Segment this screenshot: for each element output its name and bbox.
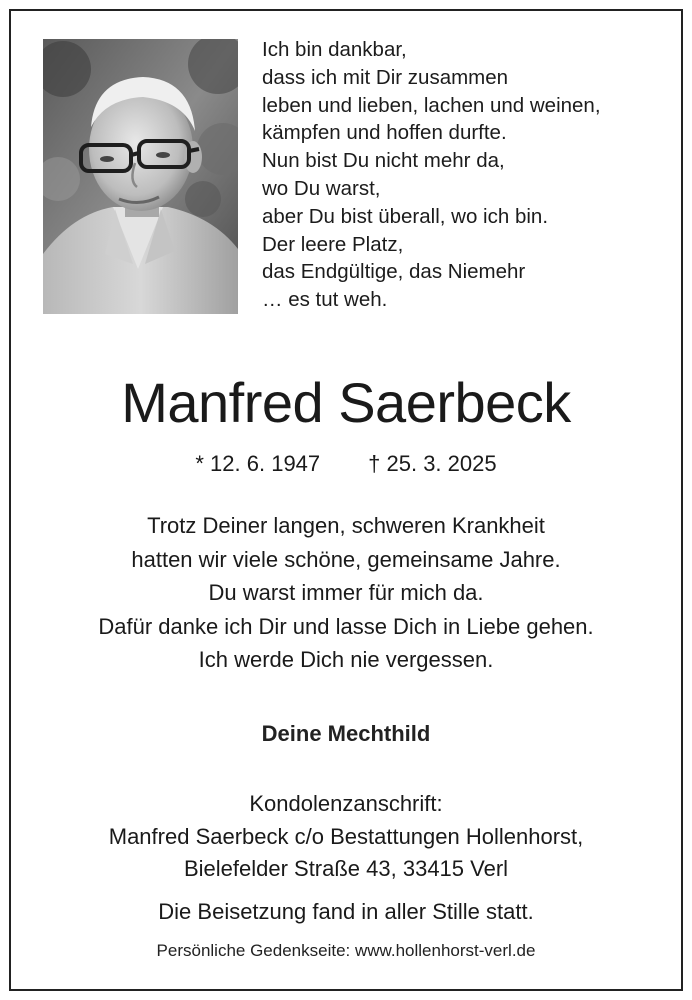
- signature: Deine Mechthild: [261, 721, 431, 746]
- message-line: Du warst immer für mich da.: [208, 580, 484, 605]
- poem-line: leben und lieben, lachen und weinen,: [262, 93, 601, 117]
- message-line: Ich werde Dich nie vergessen.: [198, 647, 494, 672]
- memorial-page-link: Persönliche Gedenkseite: www.hollenhorst-verl.de: [156, 941, 536, 960]
- message-line: Trotz Deiner langen, schweren Krankheit: [147, 513, 545, 538]
- poem-line: das Endgültige, das Niemehr: [262, 260, 526, 284]
- farewell-message: [0, 509, 692, 677]
- message-line: hatten wir viele schöne, gemeinsame Jahre.: [131, 546, 561, 572]
- poem-line: wo Du warst,: [262, 176, 381, 200]
- address-line: Bielefelder Straße 43, 33415 Verl: [183, 856, 509, 881]
- poem-line: Nun bist Du nicht mehr da,: [262, 149, 505, 173]
- poem-line: … es tut weh.: [262, 288, 388, 312]
- life-dates: [0, 450, 692, 478]
- poem-line: Der leere Platz,: [262, 232, 404, 256]
- address-line: Manfred Saerbeck c/o Bestattungen Hollenhorst,: [108, 823, 584, 849]
- poem-line: kämpfen und hoffen durfte.: [262, 121, 507, 145]
- burial-note: Die Beisetzung fand in aller Stille statt.: [158, 899, 534, 924]
- death-date: † 25. 3. 2025: [368, 451, 497, 476]
- message-line: Dafür danke ich Dir und lasse Dich in Liebe gehen.: [98, 613, 594, 639]
- poem-line: Ich bin dankbar,: [262, 38, 407, 61]
- poem: [262, 36, 662, 314]
- poem-line: dass ich mit Dir zusammen: [262, 65, 509, 89]
- poem-line: aber Du bist überall, wo ich bin.: [262, 204, 549, 228]
- birth-date: * 12. 6. 1947: [195, 451, 321, 476]
- condolence-address: [0, 788, 692, 886]
- deceased-name: Manfred Saerbeck: [121, 371, 571, 434]
- address-line: Kondolenzanschrift:: [249, 791, 443, 816]
- portrait-photo: [43, 39, 238, 314]
